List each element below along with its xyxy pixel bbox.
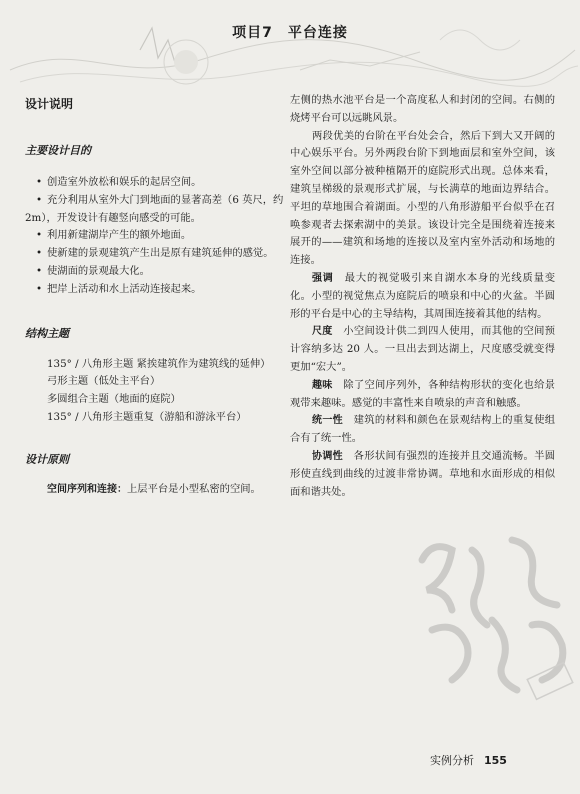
- paragraph-text: 最大的视觉吸引来自湖水本身的光线质量变化。小型的视觉焦点为庭院后的喷泉和中心的火盆。半圆形的平台是中心的主导结构，其周围连接着其他的结构。: [290, 271, 555, 320]
- list-item: 弓形主题（低处主平台）: [47, 375, 161, 388]
- list-item: 多圆组合主题（地面的庭院）: [47, 393, 181, 406]
- header-sketch-illustration: [0, 0, 580, 95]
- paragraph-text: 各形状间有强烈的连接并且交通流畅。半圆形使直线到曲线的过渡非常协调。草地和水面形成的相似面和谐共处。: [290, 449, 556, 498]
- paragraph: [290, 412, 555, 448]
- term: 统一性: [312, 415, 343, 427]
- list-item: • 把岸上活动和水上活动连接起来。: [25, 281, 287, 299]
- themes-heading: 结构主题: [25, 326, 69, 340]
- paragraph-text: 小空间设计供二到四人使用，而其他的空间预计容纳多达 20 人。一旦出去到达湖上，尺度感受就变得更加“宏大”。: [290, 325, 556, 373]
- page-footer: [430, 752, 507, 768]
- list-item: • 使新建的景观建筑产生出是原有建筑延伸的感觉。: [25, 245, 287, 263]
- principles-paragraph: [25, 481, 287, 499]
- goals-list: [25, 174, 287, 299]
- paragraph-text: 除了空间序列外，各种结构形状的变化也给景观带来趣味。感觉的丰富性来自喷泉的声音和触感。: [290, 378, 556, 409]
- paragraph: [290, 377, 555, 413]
- goals-heading: 主要设计目的: [25, 144, 91, 157]
- footer-label: 实例分析: [430, 754, 474, 767]
- term: 空间序列和连接：: [47, 483, 127, 495]
- watermark-seal: [402, 520, 580, 710]
- list-item: • 充分利用从室外大门到地面的显著高差（6 英尺，约 2m），开发设计有趣竖向感受的可能。: [25, 192, 287, 228]
- page-title: 项目7 平台连接: [232, 25, 348, 41]
- section-heading: 设计说明: [25, 97, 74, 111]
- paragraph: 左侧的热水池平台是一个高度私人和封闭的空间。右侧的烧烤平台可以远眺风景。: [290, 94, 555, 124]
- paragraph: 两段优美的台阶在平台处会合，然后下到大又开阔的中心娱乐平台。另外两段台阶下到地面层和室外空间，该室外空间以部分被种植隔开的庭院形式出现。总体来看，建筑呈梯级的景观形式扩展，与长满草的地面边界结合。平坦的草地围合着湖面。小型的八角形游船平台似乎在召唤参观者去探索湖中的美景。该设计完全是围绕着连接来展开的——建筑和场地的连接以及室内室外活动和场地的连接。: [290, 129, 555, 267]
- list-item: 135° / 八角形主题重复（游船和游泳平台）: [47, 410, 247, 423]
- list-item: 135° / 八角形主题 紧挨建筑作为建筑线的延伸）: [47, 357, 271, 370]
- left-column: [25, 95, 287, 499]
- page-number: 155: [484, 754, 507, 767]
- paragraph: [290, 270, 555, 323]
- paragraph: [290, 323, 555, 376]
- paragraph: [290, 448, 555, 501]
- term: 强调: [312, 272, 334, 284]
- term: 尺度: [312, 326, 333, 338]
- list-item: • 使湖面的景观最大化。: [25, 263, 287, 281]
- principles-heading: 设计原则: [25, 452, 69, 466]
- right-column: [290, 92, 555, 501]
- paragraph-text: 上层平台是小型私密的空间。: [127, 482, 261, 495]
- themes-list: [25, 356, 287, 427]
- list-item: • 创造室外放松和娱乐的起居空间。: [25, 174, 287, 192]
- term: 趣味: [312, 379, 333, 391]
- term: 协调性: [312, 450, 343, 462]
- list-item: • 利用新建湖岸产生的额外地面。: [25, 227, 287, 245]
- paragraph-text: 建筑的材料和颜色在景观结构上的重复使组合有了统一性。: [290, 414, 556, 445]
